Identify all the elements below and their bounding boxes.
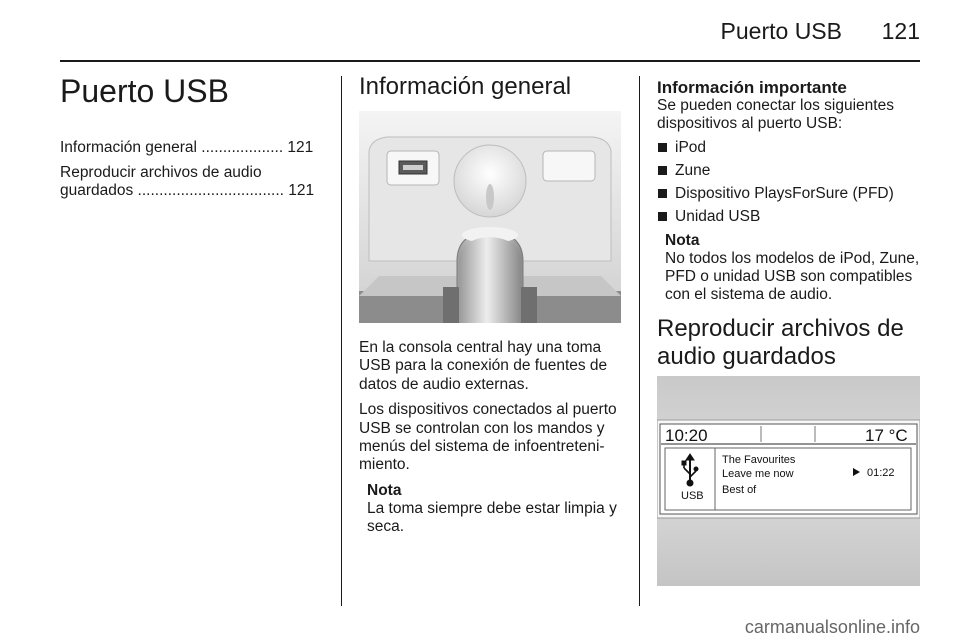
- note-text: No todos los modelos de iPod, Zune, PFD o unidad USB son compatibles con el sistema de audio.: [665, 249, 920, 304]
- note-block: [657, 232, 927, 305]
- display-track-line: The Favourites: [722, 454, 796, 466]
- toc-entry-playback[interactable]: [60, 164, 325, 201]
- toc-entry-general[interactable]: [60, 139, 325, 157]
- chapter-title: Puerto USB: [60, 73, 229, 109]
- paragraph: En la consola central hay una toma USB para la conexión de fuentes de datos de audio externas.: [359, 339, 608, 393]
- note-block: [359, 482, 629, 537]
- usb-console-photo: [359, 111, 621, 323]
- middle-text: [359, 339, 629, 544]
- display-play-time: 01:22: [867, 467, 895, 479]
- display-track-line: Best of: [722, 484, 757, 496]
- list-item: iPod: [657, 136, 927, 159]
- note-text: La toma siempre debe estar limpia y seca.: [367, 499, 617, 536]
- page-number: 121: [881, 18, 920, 44]
- bullet-square-icon: [658, 143, 667, 152]
- toc-entry-text: Reproducir archivos de audio: [60, 163, 262, 181]
- display-track-line: Leave me now: [722, 468, 794, 480]
- toc-entry-text: Información general ................... 121: [60, 139, 314, 157]
- list-item: Zune: [657, 159, 927, 182]
- paragraph: Los dispositivos conectados al puerto USB se controlan con los mandos y menús del sistema de infoentreteni-miento.: [359, 401, 617, 474]
- header-rule: [60, 60, 920, 62]
- middle-column: [359, 74, 623, 110]
- intro-paragraph: Se pueden conectar los siguientes dispositivos al puerto USB:: [657, 96, 894, 133]
- display-source-label: USB: [681, 490, 704, 502]
- infotainment-display-illustration: [657, 376, 920, 586]
- page-header-title: Puerto USB: [720, 18, 842, 44]
- bullet-square-icon: [658, 212, 667, 221]
- column-divider-2: [639, 76, 640, 606]
- watermark: carmanualsonline.info: [744, 617, 920, 637]
- section-title-general: Información general: [359, 73, 572, 100]
- display-time: 10:20: [665, 426, 708, 445]
- bullet-square-icon: [658, 166, 667, 175]
- toc-entry-text: guardados .................................. 121: [60, 182, 315, 199]
- usb-console-illustration: [359, 111, 621, 323]
- section-title-playback: Reproducir archivos de audio guardados: [657, 314, 904, 370]
- note-title: Nota: [665, 231, 700, 249]
- bullet-square-icon: [658, 189, 667, 198]
- section-title-important: Información importante: [657, 78, 847, 97]
- infotainment-display-photo: [657, 376, 920, 586]
- list-item: Dispositivo PlaysForSure (PFD): [657, 182, 927, 205]
- right-column: [657, 79, 927, 383]
- column-divider-1: [341, 76, 342, 606]
- display-temperature: 17 °C: [865, 426, 908, 445]
- note-title: Nota: [367, 481, 402, 499]
- left-column: [60, 74, 325, 206]
- list-item: Unidad USB: [657, 205, 927, 228]
